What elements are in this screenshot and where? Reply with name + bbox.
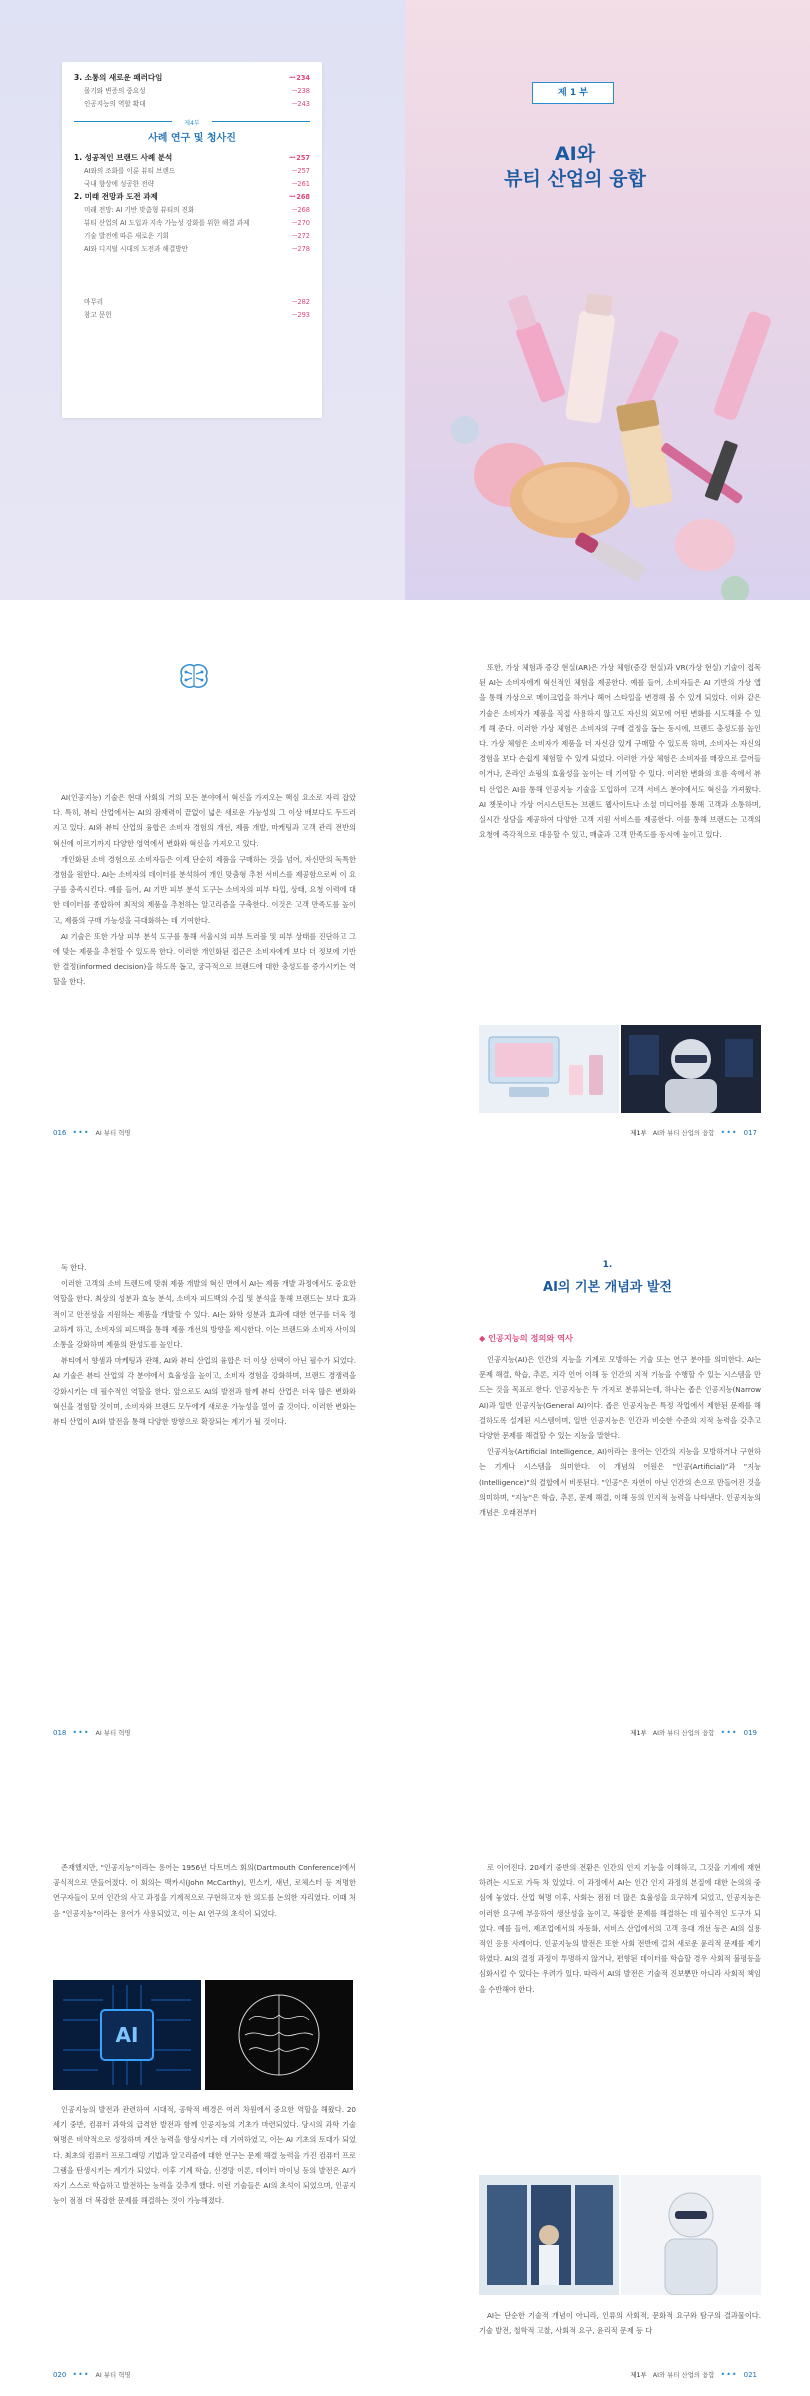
- toc-entry[interactable]: [74, 85, 310, 98]
- paragraph: 또한, 가상 체험과 증강 현실(AR)은 가상 체험(증강 현실)과 VR(가상 현실) 기술이 접목된 AI는 소비자에게 혁신적인 체험을 제공한다. 예를 들어, 소비자들은 AI 기반의 가상 앱을 통해 가상으로 메이크업을 하거나 헤어 스타일을 변경해 볼 수 있게 되었다. 이와 같은 기술은 소비자가 제품을 직접 사용하지 않고도 자신의 외모에 어떤 변화를 시도해볼 수 있게 해 준다. 이러한 가상 체험은 소비자의 구매 결정을 돕는 동시에, 브랜드 충성도를 높인다. 가상 체험은 소비자가 제품을 더 자신감 있게 구매할 수 있도록 하며, 소비자는 자신의 경험을 보다 손쉽게 체험할 수 있게 되었다. 이러한 가상 체험은 소비자를 매장으로 끌어들이거나, 온라인 쇼핑의 효율성을 높이는 데 기여할 수 있다. 이러한 변화의 흐름 속에서 뷰티 산업은 AI를 통해 인공지능 기술을 도입하여 고객 서비스 분야에서도 혁신을 가져왔다. AI 챗봇이나 가상 어시스턴트는 브랜드 웹사이트나 소셜 미디어를 통해 고객과 소통하며, 실시간 상담을 제공하여 다양한 고객 지원 서비스를 제공한다. 이를 통해 브랜드는 고객의 요청에 즉각적으로 대응할 수 있고, 매출과 고객 만족도를 동시에 높이고 있다.: [479, 663, 761, 840]
- paragraph: 뷰티에서 향샘과 마케팅과 관해, AI와 뷰티 산업의 융합은 더 이상 선택이 아닌 필수가 되었다. AI 기술은 뷰티 산업의 각 분야에서 효율성을 높이고, 소비자 경험을 강화하며, 브랜드 경쟁력을 강화시키는 데 필수적인 역할을 한다. 앞으로도 AI의 발전과 함께 뷰티 산업은 더욱 많은 변화와 혁신을 경험할 것이며, 소비자와 브랜드 모두에게 새로운 가능성을 열어 줄 것이다. 이러한 변화는 뷰티 산업이 AI와 발전을 통해 다양한 방향으로 확장되는 계기가 될 것이다.: [53, 1356, 356, 1427]
- page16-body: [53, 790, 356, 991]
- toc-entry-page: ···· 293: [292, 311, 310, 319]
- page17-number: 017: [743, 1128, 757, 1137]
- page21-number: 021: [743, 2370, 757, 2379]
- page21-footer-part: 제1부: [630, 2371, 647, 2379]
- page19-footer: [630, 1728, 757, 1737]
- page18-body: [53, 1260, 356, 1430]
- footer-dots: •••: [72, 2370, 90, 2379]
- toc-entry-label: 참고 문헌: [84, 311, 112, 319]
- page-17: [405, 640, 810, 1170]
- toc-entry[interactable]: [74, 309, 310, 322]
- paragraph: AI 기술은 또한 가상 피부 분석 도구를 통해 서울시의 피부 트러블 및 피부 상태를 진단하고 그에 맞는 제품을 추천할 수 있도록 한다. 이러한 개인화된 접근은 소비자에게 보다 더 정보에 기반한 결정(informed decision)을 하도록 돕고, 궁극적으로 브랜드에 대한 충성도를 증가시키는 역할을 한다.: [53, 931, 356, 987]
- page19-footer-title: AI와 뷰티 산업의 융합: [652, 1729, 715, 1737]
- toc-entry-page: ···· 234: [289, 74, 310, 82]
- page20-number: 020: [53, 2370, 67, 2379]
- toc-entry-page: ···· 261: [292, 180, 310, 188]
- page17-footer: [630, 1128, 757, 1137]
- toc-entry[interactable]: [74, 243, 310, 256]
- toc-entry[interactable]: [74, 217, 310, 230]
- spread-pages-18-19: [0, 1240, 810, 1780]
- section-number: 1.: [602, 1260, 613, 1270]
- page20-body-bottom: [53, 2102, 356, 2209]
- toc-entry-page: ···· 278: [292, 245, 310, 253]
- page-18: [0, 1240, 405, 1780]
- toc-entry[interactable]: [74, 72, 310, 85]
- toc-entry[interactable]: [74, 178, 310, 191]
- spread-pages-16-17: [0, 640, 810, 1170]
- page19-number: 019: [743, 1728, 757, 1737]
- toc-entry-page: ···· 257: [292, 167, 310, 175]
- toc-entry[interactable]: [74, 191, 310, 204]
- toc-entry-label: 국내 향상에 성공한 전략: [84, 180, 154, 188]
- paragraph: AI는 단순한 기술적 개념이 아니라, 인류의 사회적, 문화적 요구와 탐구의 결과물이다. 기술 발전, 철학적 고찰, 사회적 요구, 윤리적 문제 등 다: [479, 2311, 761, 2336]
- toc-card: [62, 62, 322, 418]
- toc-page: [0, 0, 405, 600]
- page-16: [0, 640, 405, 1170]
- toc-entry-label: 뷰티 산업의 AI 도입과 지속 가능성 강화를 위한 해결 과제: [84, 219, 250, 227]
- toc-entry-page: ···· 270: [292, 219, 310, 227]
- toc-entry[interactable]: [74, 98, 310, 111]
- page-21: [405, 1840, 810, 2396]
- section-title: AI의 기본 개념과 발전: [543, 1280, 672, 1295]
- toc-entry-page: ···· 268: [289, 193, 310, 201]
- footer-dots: •••: [720, 1128, 738, 1137]
- page19-footer-part: 제1부: [630, 1729, 647, 1737]
- paragraph: AI(인공지능) 기술은 현대 사회의 거의 모든 분야에서 혁신을 가져오는 핵심 요소로 자리 잡았다. 특히, 뷰티 산업에서는 AI의 잠재력이 끝없이 넓은 새로운 가능성의 그 이상 배보다도 두드러지고 있다. AI와 뷰티 산업의 융합은 소비자 경험의 개선, 제품 개발, 마케팅과 고객 관리 전반의 혁신에 이르기까지 다양한 영역에서 변화와 혁신을 가져오고 있다.: [53, 793, 356, 848]
- page16-number: 016: [53, 1128, 67, 1137]
- brain-circuit-icon: [174, 660, 214, 692]
- page19-body: [479, 1352, 761, 1521]
- toc-part-num: 제4부: [172, 118, 212, 127]
- paragraph: 인공지능(Artificial Intelligence, AI)이라는 용어는 인간의 지능을 모방하거나 구현하는 기계나 시스템을 의미한다. 이 개념의 어원은 "인공(Artificial)"과 "지능(Intelligence)"의 결합에서 비롯된다. "인공"은 자연이 아닌 인간의 손으로 만들어진 것을 의미하며, "지능"은 학습, 추론, 문제 해결, 이해 등의 인지적 능력을 나타낸다. 인공지능의 개념은 오래전부터: [479, 1447, 761, 1518]
- paragraph: 인공지능의 발전과 관련하여 시대적, 공학적 배경은 여러 차원에서 중요한 역할을 해왔다. 20세기 중반, 컴퓨터 과학의 급격한 발전과 함께 인공지능의 기초가 마련되었다. 당시의 과학 기술 혁명은 비약적으로 성장하며 계산 능력을 향상시키는 데 기여하였고, 이는 AI 기초의 토대가 되었다. 최초의 컴퓨터 프로그래밍 기법과 알고리즘에 대한 연구는 문제 해결 능력을 가진 컴퓨터 프로그램을 탄생시키는 계기가 되었다. 이후 기계 학습, 신경망 이론, 데이터 마이닝 등의 발전은 AI가 자기 스스로 학습하고 발전하는 능력을 갖추게 했다. 이런 기술들은 AI의 초석이 되었으며, 인공지능이 점점 더 복잡한 문제를 해결하는 것이 가능해졌다.: [53, 2105, 356, 2206]
- paragraph: 존재했지만, "인공지능"이라는 용어는 1956년 다트머스 회의(Dartmouth Conference)에서 공식적으로 만들어졌다. 이 회의는 맥카시(John McCarthy), 민스키, 섀넌, 로체스터 등 저명한 연구자들이 모여 인간의 사고 과정을 기계적으로 구현하고자 한 의도를 논의한 자리였다. 이때 처음 "인공지능"이라는 용어가 사용되었고, 이는 AI 연구의 초석이 되었다.: [53, 1863, 356, 1918]
- page20-footer-title: AI 뷰티 혁명: [95, 2371, 131, 2379]
- page16-footer-title: AI 뷰티 혁명: [95, 1129, 131, 1137]
- footer-dots: •••: [72, 1728, 90, 1737]
- toc-entry[interactable]: [74, 296, 310, 309]
- page17-body: [479, 660, 761, 843]
- page16-footer: [53, 1128, 131, 1137]
- toc-entry-page: ···· 268: [292, 206, 310, 214]
- footer-dots: •••: [720, 1728, 738, 1737]
- ai-chip-brain-image: [53, 1980, 353, 2090]
- page21-footer-title: AI와 뷰티 산업의 융합: [652, 2371, 715, 2379]
- toc-entry-page: ···· 282: [292, 298, 310, 306]
- page-20: [0, 1840, 405, 2396]
- spread-pages-20-21: [0, 1840, 810, 2396]
- ai-lab-image: [479, 2175, 761, 2295]
- paragraph: 인공지능(AI)은 인간의 지능을 기계로 모방하는 기술 또는 연구 분야를 의미한다. AI는 문제 해결, 학습, 추론, 지각 언어 이해 등 인간의 지적 기능을 수행할 수 있는 시스템을 만드는 것을 목표로 한다. 인공지능은 두 가지로 분류되는데, 하나는 좁은 인공지능(Narrow AI)과 일반 인공지능(General AI)이다. 좁은 인공지능은 특정 작업에서 제한된 문제를 해결하도록 설계된 시스템이며, 일반 인공지능은 인간과 비슷한 수준의 지적 능력을 갖추고 다양한 문제를 해결할 수 있는 지능을 말한다.: [479, 1355, 761, 1441]
- toc-entry[interactable]: [74, 204, 310, 217]
- cover-part-label: 제 1 부: [532, 82, 614, 104]
- toc-entry-label: 3. 소통의 새로운 패러다임: [74, 73, 163, 82]
- page20-body-top: [53, 1860, 356, 1922]
- ai-chip-label: AI: [115, 2023, 139, 2047]
- toc-entry-page: ···· 238: [292, 87, 310, 95]
- toc-entry-label: 미래 전망: AI 기반 맞춤형 뷰티의 진화: [84, 206, 195, 214]
- toc-part-header: [74, 121, 310, 144]
- cover-page: [405, 0, 810, 600]
- page21-footer: [630, 2370, 757, 2379]
- ai-beauty-robot-image: [479, 1025, 761, 1113]
- toc-entry-label: AI와의 조화를 이룬 뷰티 브랜드: [84, 167, 176, 175]
- page18-number: 018: [53, 1728, 67, 1737]
- footer-dots: •••: [72, 1128, 90, 1137]
- toc-entry[interactable]: [74, 152, 310, 165]
- paragraph: 개인화된 소비 경험으로 소비자들은 이제 단순히 제품을 구매하는 것을 넘어, 자신만의 독특한 경험을 원한다. AI는 소비자의 데이터를 분석하여 개인 맞춤형 추천 서비스를 제공함으로써 이 요구를 충족시킨다. 예를 들어, AI 기반 피부 분석 도구는 소비자의 피부 타입, 상태, 요청 이력에 대한 데이터를 종합하여 최적의 제품을 추천하는 알고리즘을 구축한다. 이것은 고객 만족도를 높이고, 제품의 구매 가능성을 극대화하는 데 기여한다.: [53, 854, 356, 925]
- toc-entry-label: 몰기와 변증의 중요성: [84, 87, 146, 95]
- toc-entry-label: 인공지능의 역할 확대: [84, 100, 146, 108]
- spread-toc-cover: [0, 0, 810, 600]
- page18-footer: [53, 1728, 131, 1737]
- toc-entry-label: 1. 성공적인 브랜드 사례 분석: [74, 153, 173, 162]
- page-19: [405, 1240, 810, 1780]
- footer-dots: •••: [720, 2370, 738, 2379]
- subsection-heading: ◆ 인공지능의 정의와 역사: [479, 1333, 573, 1343]
- toc-entry-page: ···· 243: [292, 100, 310, 108]
- page21-body-top: [479, 1860, 761, 1998]
- paragraph: 이러한 고객의 소비 트렌드에 맞춰 제품 개발의 혁신 면에서 AI는 제품 개발 과정에서도 중요한 역할을 한다. 최상의 성분과 효능 분석, 소비자 피드백의 수집 및 분석을 통해 브랜드는 보다 효과적이고 안전성을 지원하는 제품을 개발할 수 있다. AI는 화학 성분과 효과에 대한 연구를 더욱 정교하게 하고, 소비자의 피드백을 통해 제품 개선의 방향을 제시한다. 이는 브랜드와 소비자 사이의 소통을 강화하며 제품의 완성도를 높인다.: [53, 1279, 356, 1350]
- toc-entry[interactable]: [74, 230, 310, 243]
- toc-entry[interactable]: [74, 165, 310, 178]
- toc-entry-label: AI와 디지털 시대의 도전과 해결방안: [84, 245, 189, 253]
- toc-entry-page: ···· 257: [289, 154, 310, 162]
- page17-footer-part: 제1부: [630, 1129, 647, 1137]
- toc-entry-page: ···· 272: [292, 232, 310, 240]
- toc-entry-label: 2. 미래 전망과 도전 과제: [74, 192, 158, 201]
- cosmetics-illustration: [405, 290, 810, 600]
- page21-body-bottom: [479, 2308, 761, 2339]
- page20-footer: [53, 2370, 131, 2379]
- toc-entry-label: 기술 발전에 따른 새로운 기회: [84, 232, 169, 240]
- cover-title: [495, 142, 655, 192]
- page18-footer-title: AI 뷰티 혁명: [95, 1729, 131, 1737]
- paragraph: 독 한다.: [61, 1263, 87, 1272]
- cover-title-line1: AI와: [554, 143, 596, 165]
- toc-part-title: 사례 연구 및 청사진: [148, 133, 236, 144]
- page17-footer-title: AI와 뷰티 산업의 융합: [652, 1129, 715, 1137]
- cover-title-line2: 뷰티 산업의 융합: [504, 168, 646, 190]
- paragraph: 로 이어진다. 20세기 중반의 전환은 인간의 인지 기능을 이해하고, 그것을 기계에 재현하려는 시도로 가득 차 있었다. 이 과정에서 AI는 인간 인지 과정의 본질에 대한 논의의 중심에 놓였다. 산업 혁명 이후, 사회는 점점 더 많은 효율성을 요구하게 되었고, 인공지능은 이러한 요구에 부응하여 생산성을 높이고, 복잡한 문제를 해결하는 데 필수적인 도구가 되었다. 예를 들어, 제조업에서의 자동화, 서비스 산업에서의 고객 응대 개선 등은 AI의 실용적인 응용 사례이다. 인공지능의 발전은 또한 사회 전반에 걸쳐 새로운 윤리적 문제를 제기하였다. AI의 결정 과정이 투명하지 않거나, 편향된 데이터를 학습할 경우 사회적 불평등을 심화시킬 수 있다는 우려가 있다. 따라서 AI의 발전은 기술적 진보뿐만 아니라 사회적 책임을 수반해야 한다.: [479, 1863, 761, 1994]
- toc-entry-label: 마무리: [84, 298, 104, 306]
